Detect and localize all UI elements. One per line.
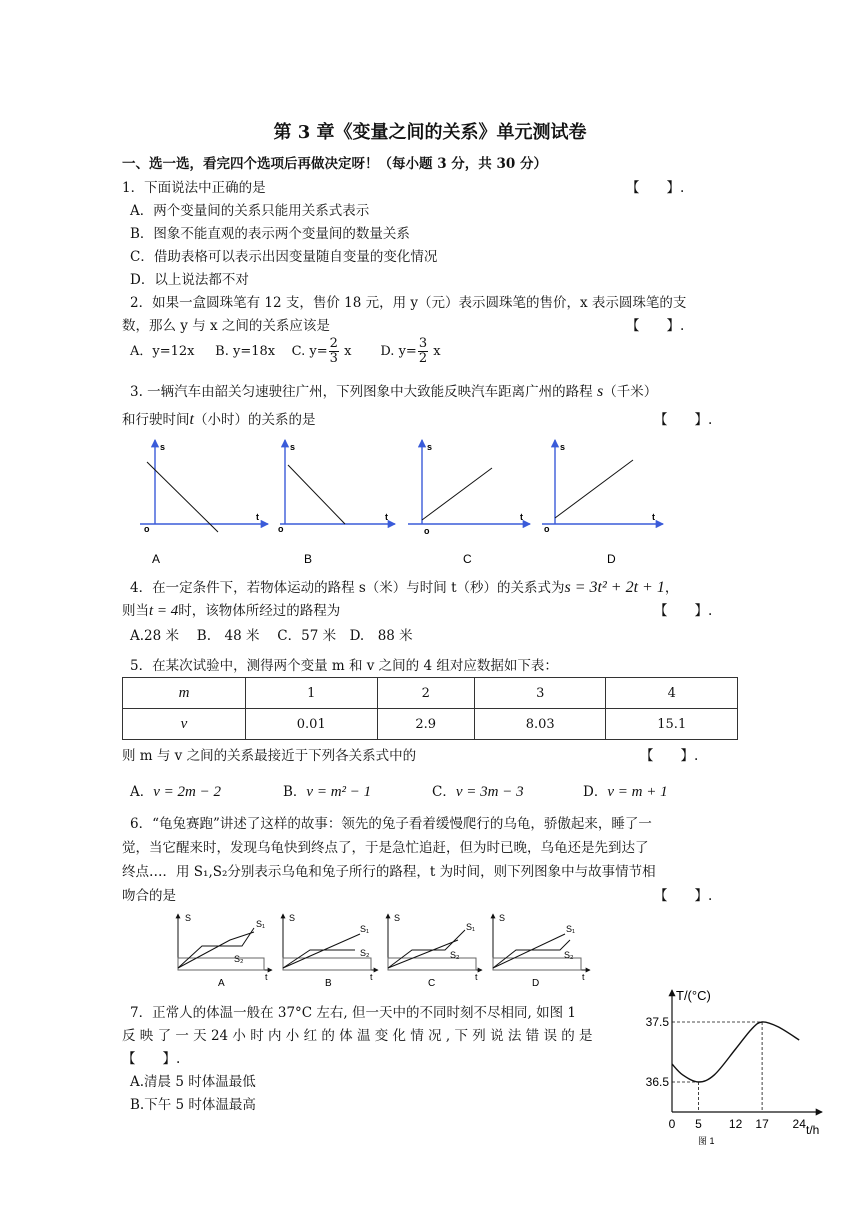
svg-text:S₁: S₁ [466,922,476,932]
q5-data-table [122,677,738,740]
chart-title: 图 1 [698,1136,715,1146]
q3-line2: 和行驶时间t（小时）的关系的是 [122,411,316,428]
q5-answer-bracket: 【 】. [640,748,699,764]
graph-label-b: B [304,552,313,566]
origin-label: o [144,524,150,534]
q1-option-d: D．以上说法都不对 [130,272,249,288]
q1-option-b: B．图象不能直观的表示两个变量间的数量关系 [130,226,410,242]
q4-formula: s = 3t² + 2t + 1 [564,579,665,596]
svg-text:S: S [394,913,401,923]
q2-option-b: B. y=18x [215,344,276,359]
q2-option-d-fraction: $\frac{3}{2}$ [418,336,428,366]
q5-question: 则 m 与 v 之间的关系最接近于下列各关系式中的 [122,748,417,764]
x-tick-label: 24 [792,1117,806,1131]
graph-label-d: D [532,978,540,989]
svg-text:t: t [520,512,523,522]
q2-answer-bracket: 【 】. [626,318,685,334]
svg-text:o: o [424,526,430,536]
q5-option-c: C．v = 3m − 3 [432,784,524,800]
q4-options: A.28 米 B. 48 米 C．57 米 D. 88 米 [130,628,413,644]
q6-graphs [170,910,610,992]
table-cell: 8.03 [474,709,606,740]
svg-text:t: t [652,512,655,522]
q4-line1: 4．在一定条件下，若物体运动的路程 s（米）与时间 t（秒）的关系式为s = 3t² + 2t + 1， [130,579,679,596]
svg-text:s: s [560,442,566,452]
q7-line2: 反 映 了 一 天 24 小 时 内 小 红 的 体 温 变 化 情 况 , 下 列 说 法 错 误 的 是 [122,1028,593,1044]
svg-text:s: s [427,442,433,452]
q6-line1: 6．“龟兔赛跑”讲述了这样的故事：领先的兔子看着缓慢爬行的乌龟，骄傲起来，睡了一 [130,816,652,832]
y-axis-label: T/(°C) [676,988,711,1003]
x-tick-label: 12 [728,1117,743,1131]
q7-answer-bracket: 【 】. [122,1051,181,1067]
q3-graph-a [140,440,268,534]
q5-stem: 5．在某次试验中，测得两个变量 m 和 v 之间的 4 组对应数据如下表： [130,658,558,674]
y-tick-label: 37.5 [645,1015,669,1029]
temperature-chart [632,986,832,1152]
q1-option-a: A．两个变量间的关系只能用关系式表示 [130,203,370,219]
q2-option-c: C. y= [291,344,328,359]
q3-answer-bracket: 【 】. [654,412,713,428]
q2-options: A．y=12x B. y=18x C. y= $\frac{2}{3}$ x D. y= $\frac{3}{2}$ x [130,336,441,366]
x-axis-label: t/h [806,1123,820,1137]
q6-answer-bracket: 【 】. [654,888,713,904]
svg-text:S₂: S₂ [564,950,574,960]
svg-text:S: S [499,913,506,923]
q2-option-d: D. y= [380,344,417,359]
table-cell: 4 [606,678,738,709]
series-label-s1: S₁ [256,919,266,929]
q2-line2: 数，那么 y 与 x 之间的关系应该是 [122,318,330,334]
graph-label-d: D [607,552,616,566]
q6-line4: 吻合的是 [122,888,176,904]
q3-graph-d [542,440,663,534]
q3-graphs [130,432,675,572]
svg-text:s: s [290,442,296,452]
svg-text:t: t [370,972,373,982]
q6-line3: 终点…．用 S₁,S₂分别表示乌龟和兔子所行的路程，t 为时间，则下列图象中与故事情节相 [122,864,656,880]
axis-label: t [256,512,259,522]
table-cell: 1 [246,678,378,709]
q2-line1: 2．如果一盒圆珠笔有 12 支，售价 18 元，用 y（元）表示圆珠笔的售价，x 表示圆珠笔的支 [130,295,687,311]
svg-text:S₁: S₁ [360,924,370,934]
svg-text:o: o [278,524,284,534]
y-tick-label: 36.5 [645,1075,669,1089]
q2-option-c-fraction: $\frac{2}{3}$ [329,336,338,366]
table-cell: v [123,709,246,740]
table-cell: 15.1 [606,709,738,740]
svg-text:t: t [475,972,478,982]
graph-label-a: A [152,552,161,566]
x-tick-label: 0 [668,1117,676,1131]
table-cell: m [123,678,246,709]
graph-label-c: C [463,552,472,566]
q6-line2: 觉，当它醒来时，发现乌龟快到终点了，于是急忙追赶，但为时已晚，乌龟还是先到达了 [122,840,649,856]
x-tick-label: 5 [695,1117,702,1131]
svg-text:S: S [185,913,192,923]
svg-text:t: t [265,972,268,982]
table-cell: 3 [474,678,606,709]
series-line [672,1022,799,1082]
svg-text:S: S [289,913,296,923]
series-label-s2: S₂ [234,954,244,964]
graph-label-a: A [218,978,225,989]
axis-label: s [160,442,166,452]
q2-option-a: A．y=12x [130,344,195,359]
q4-answer-bracket: 【 】. [654,603,713,619]
q5-option-b: B．v = m² − 1 [283,784,372,800]
svg-text:t: t [582,972,585,982]
svg-text:S₁: S₁ [566,924,576,934]
q6-graph-b [283,914,378,970]
svg-text:o: o [544,524,550,534]
q7-option-a: A.清晨 5 时体温最低 [130,1074,256,1090]
q1-answer-bracket: 【 】. [626,180,685,196]
table-row [123,678,738,709]
q6-graph-d [493,914,590,970]
q3-line1: 3. 一辆汽车由韶关匀速驶往广州，下列图象中大致能反映汽车距离广州的路程 s（千米） [130,383,658,400]
q5-option-a: A．v = 2m − 2 [130,784,221,800]
q3-graph-c [408,440,530,536]
graph-label-b: B [325,978,332,989]
q5-option-d: D．v = m + 1 [583,784,668,800]
svg-text:t: t [385,512,388,522]
q4-line2: 则当t = 4时，该物体所经过的路程为 [122,603,341,619]
svg-text:S₂: S₂ [360,948,370,958]
q7-line1: 7．正常人的体温一般在 37°C 左右, 但一天中的不同时刻不尽相同, 如图 1 [130,1005,576,1021]
x-tick-label: 17 [755,1117,769,1131]
q1-option-c: C．借助表格可以表示出因变量随自变量的变化情况 [130,249,438,265]
table-row [123,709,738,740]
q1-stem: 1．下面说法中正确的是 [122,180,266,196]
table-cell: 2 [377,678,474,709]
svg-text:S₂: S₂ [450,950,460,960]
q7-option-b: B.下午 5 时体温最高 [130,1097,256,1113]
table-cell: 2.9 [377,709,474,740]
page-title: 第 3 章《变量之间的关系》单元测试卷 [273,122,587,143]
q3-graph-b [278,440,395,534]
table-cell: 0.01 [246,709,378,740]
section-heading: 一、选一选，看完四个选项后再做决定呀！（每小题 3 分，共 30 分） [122,156,547,172]
graph-label-c: C [428,978,436,989]
